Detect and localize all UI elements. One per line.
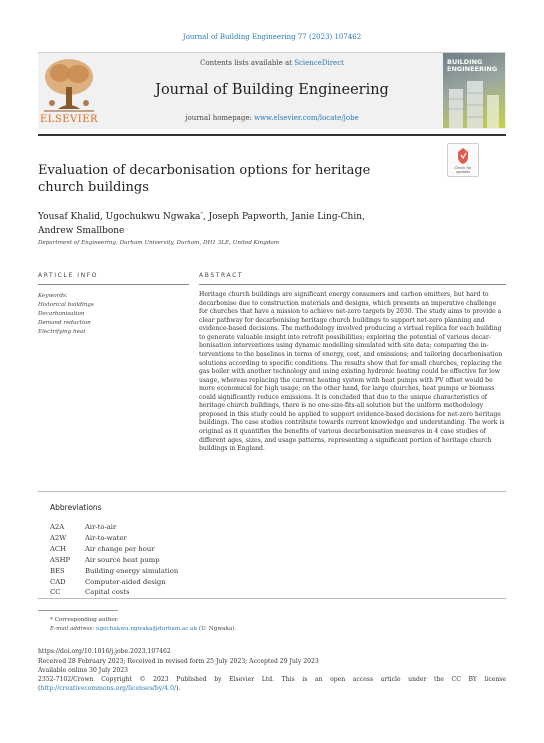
available-online: Available online 30 July 2023 — [38, 667, 129, 674]
homepage-prefix: journal homepage: — [185, 114, 255, 122]
abstract-rule — [199, 284, 506, 285]
article-title — [38, 162, 418, 196]
abbreviation-code: ASHP — [50, 556, 71, 564]
license-open-paren: ( — [38, 684, 41, 692]
license-link[interactable]: http://creativecommons.org/licenses/by/4.0/ — [40, 684, 177, 692]
abbreviation-code: BES — [50, 567, 65, 575]
contents-prefix: Contents lists available at — [200, 59, 295, 67]
check-for-updates-button[interactable] — [447, 143, 479, 177]
abstract-line: Heritage church buildings are significant energy consumers and carbon emitters, but hard to — [199, 291, 489, 298]
journal-title: Journal of Building Engineering — [155, 82, 389, 98]
cover-building-graphic — [443, 75, 505, 128]
article-title-line1: Evaluation of decarbonisation options for heritage — [38, 163, 371, 178]
license-text — [38, 676, 506, 693]
abstract-line: buildings in England. — [199, 445, 265, 453]
abstract-line: to generate valuable insight into retrofit possibilities; exploring the potential of various decar- — [199, 333, 491, 341]
abbreviation-definition: Air-to-air — [85, 523, 117, 531]
abbreviation-definition: Computer-aided design — [85, 578, 166, 586]
email-note — [50, 626, 236, 632]
email-link[interactable]: ugochukwu.ngwaka@durham.ac.uk — [95, 626, 198, 632]
masthead-rule — [38, 134, 506, 136]
elsevier-tree-logo — [38, 53, 100, 123]
abstract-line: terventions to the baselines in terms of energy, cost, and emissions; and tailoring decarbonisation — [199, 350, 503, 358]
abbreviation-definition: Air source heat pump — [85, 556, 160, 564]
abbreviation-definition: Air change per hour — [85, 545, 155, 553]
corresponding-author-marker[interactable]: * — [200, 211, 203, 217]
abstract-line: original as it quantifies the benefits of various decarbonisation measures in 4 case studies of — [199, 428, 486, 435]
affiliation: Department of Engineering, Durham University, Durham, DH1 3LE, United Kingdom — [38, 240, 280, 246]
abstract-line: proposed in this study could be applied to support evidence-based decisions for net-zero heritage — [199, 410, 501, 418]
abstract-line: heritage church buildings, there is no one-size-fits-all solution but the uniform methodology — [199, 402, 484, 410]
abbreviation-code: ACH — [50, 545, 67, 553]
abstract-line: more economical for high usage; on the other hand, for large churches, heat pumps or biomass — [199, 385, 495, 393]
abstract-line: evidence-based decisions. The methodology involved producing a virtual replica for each building — [199, 325, 502, 333]
check-updates-line2: updates — [455, 170, 471, 174]
cover-title — [447, 59, 497, 73]
abstract-line: bonisation interventions using dynamic modelling simulated with site data; comparing the in- — [199, 342, 489, 350]
sciencedirect-link[interactable]: ScienceDirect — [294, 59, 344, 67]
abbreviation-definition: Air-to-water — [85, 534, 127, 542]
doi-link[interactable]: https://doi.org/10.1016/j.jobe.2023.107462 — [38, 648, 171, 655]
abbreviations-heading: Abbreviations — [50, 503, 102, 512]
abbreviation-code: CAD — [50, 578, 66, 586]
homepage-link[interactable]: www.elsevier.com/locate/jobe — [254, 114, 359, 122]
journal-citation-line[interactable]: Journal of Building Engineering 77 (2023) 107462 — [182, 33, 362, 41]
article-info-rule — [38, 284, 189, 285]
keyword-item: Decarbonisation — [38, 311, 85, 317]
abstract-line: decarbonise due to construction materials and designs, which presents an imperative challenge — [199, 299, 497, 307]
authors-part1: Yousaf Khalid, Ugochukwu Ngwaka — [38, 212, 201, 222]
abstract-line: usage, whereas replacing the current heating system with heat pumps with PV offset would be — [199, 376, 493, 384]
received-dates: Received 28 February 2023; Received in revised form 25 July 2023; Accepted 29 July 2023 — [38, 658, 319, 665]
abbreviation-code: A2A — [50, 523, 65, 531]
abbreviation-code: CC — [50, 588, 61, 596]
abbreviation-definition: Capital costs — [85, 588, 130, 596]
abstract-heading: ABSTRACT — [199, 272, 244, 279]
article-title-line2: church buildings — [38, 180, 149, 195]
abstract-line: different ages, sizes, and usage patterns, representing a significant portion of heritage church — [199, 436, 492, 444]
footnote-rule — [38, 610, 118, 611]
keyword-item: Electrifying heat — [38, 329, 86, 335]
abstract-line: for churches that have a mission to achieve net-zero targets by 2030. The study aims to provide a — [199, 308, 502, 316]
article-info-heading: ARTICLE INFO — [38, 272, 99, 279]
check-updates-line1: Check for — [454, 166, 472, 170]
author-list — [38, 208, 438, 238]
abstract-line: could significantly reduce emissions. It is concluded that due to the unique characteristics of — [199, 393, 488, 401]
abstract-body — [199, 291, 505, 454]
cover-title-line2: ENGINEERING — [447, 65, 498, 73]
journal-cover-image — [443, 53, 505, 128]
keyword-item: Historical buildings — [38, 302, 94, 308]
email-suffix: (U. Ngwaka). — [197, 626, 237, 632]
elsevier-wordmark: ELSEVIER — [39, 114, 99, 125]
keywords-label: Keywords: — [38, 293, 68, 299]
abstract-line: gas boiler with another technology and using existing hydronic heating could be effective for low — [199, 368, 500, 376]
authors-line1 — [38, 208, 438, 225]
abbreviation-code: A2W — [50, 534, 67, 542]
abstract-line: solutions according to specific conditions. The results show that for small churches, replacing the — [199, 359, 502, 367]
authors-part2: , Joseph Papworth, Janie Ling-Chin, — [202, 212, 365, 222]
check-updates-icon — [457, 148, 469, 164]
license-prefix: 2352-7102/Crown Copyright © 2023 Published by Elsevier Ltd. This is an open access article under the CC BY license — [38, 676, 506, 683]
abstract-line: buildings. The case studies contribute towards current knowledge and understanding. The work is — [199, 419, 505, 427]
check-updates-label — [448, 166, 478, 174]
email-label: E-mail address: — [50, 626, 96, 632]
cover-title-line1: BUILDING — [447, 58, 483, 66]
authors-line2: Andrew Smallbone — [38, 225, 125, 236]
license-close-paren: ). — [176, 684, 181, 692]
abbreviation-definition: Building energy simulation — [85, 567, 179, 575]
abstract-line: clear pathway for decarbonising heritage church buildings to support net-zero planning and — [199, 316, 485, 324]
keyword-item: Demand reduction — [38, 320, 91, 326]
corresponding-author-note: * Corresponding author. — [50, 617, 119, 623]
